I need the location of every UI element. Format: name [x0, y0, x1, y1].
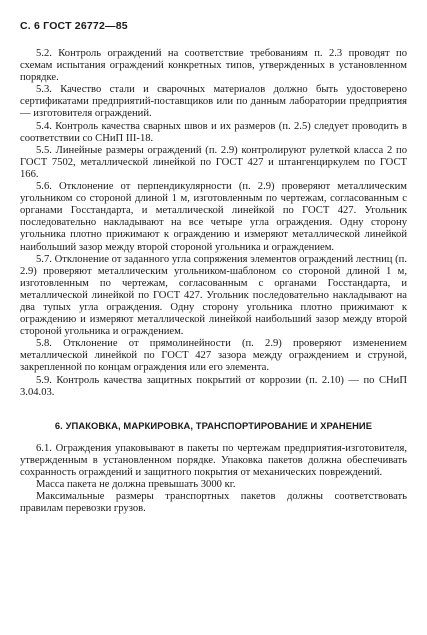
paragraph-mass: Масса пакета не должна превышать 3000 кг.: [36, 479, 236, 490]
paragraph-6-1: 6.1. Ограждения упаковывают в пакеты по чертежам предприятия-изготовителя, утвержденным в установленном порядке. Упаковка пакетов должна обеспечивать сохранность ограждений и защитного покрытия от механических повреждений.: [20, 442, 407, 478]
paragraph-5-9: 5.9. Контроль качества защитных покрытий от коррозии (п. 2.10) — по СНиП 3.04.03.: [20, 374, 407, 398]
paragraph-5-6: 5.6. Отклонение от перпендикулярности (п. 2.9) проверяют металлическим угольником со стороной длиной 1 м, изготовленным по чертежам, согласованным с органами Госстандарта, и металлической линейкой по ГОСТ 427. Угольник последовательно накладывают на все четыре угла ограждения. Одну сторону угольника плотно прижимают к ограждению и измеряют металлической линейкой наибольший зазор между второй стороной угольника и ограждением.: [20, 181, 407, 253]
paragraph-5-8: 5.8. Отклонение от прямолинейности (п. 2.9) проверяют изменением металлической линейкой по ГОСТ 427 зазора между ограждением и струной, закрепленной по концам ограждения или его элемента.: [20, 338, 407, 374]
paragraph-5-4: 5.4. Контроль качества сварных швов и их размеров (п. 2.5) следует проводить в соответствии со СНиП III-18.: [20, 120, 407, 144]
paragraph-5-5: 5.5. Линейные размеры ограждений (п. 2.9) контролируют рулеткой класса 2 по ГОСТ 7502, металлической линейкой по ГОСТ 427 и штангенциркулем по ГОСТ 166.: [20, 144, 407, 180]
paragraph-5-2: 5.2. Контроль ограждений на соответствие требованиям п. 2.3 проводят по схемам испытания ограждений конкретных типов, утвержденных в установленном порядке.: [20, 48, 407, 84]
body-text: [20, 48, 407, 515]
section-title: 6. УПАКОВКА, МАРКИРОВКА, ТРАНСПОРТИРОВАНИЕ И ХРАНЕНИЕ: [54, 419, 373, 431]
paragraph-5-7: 5.7. Отклонение от заданного угла сопряжения элементов ограждений лестниц (п. 2.9) проверяют металлическим угольником-шаблоном со стороной длиной 1 м, изготовленным по чертежам, согласованным с органами Госстандарта, и металлической линейкой по ГОСТ 427. Угольник последовательно накладывают на два тупых угла ограждения. Одну сторону угольника плотно прижимают к ограждению и измеряют металлической линейкой наибольший зазор между второй стороной угольника и ограждением.: [20, 253, 407, 338]
page-header: С. 6 ГОСТ 26772—85: [20, 20, 128, 32]
paragraph-dimensions: Максимальные размеры транспортных пакетов должны соответствовать правилам перевозки грузов.: [20, 491, 407, 515]
paragraph-5-3: 5.3. Качество стали и сварочных материалов должно быть удостоверено сертификатами предприятий-поставщиков или по данным лаборатории предприятия — изготовителя ограждений.: [20, 84, 407, 120]
